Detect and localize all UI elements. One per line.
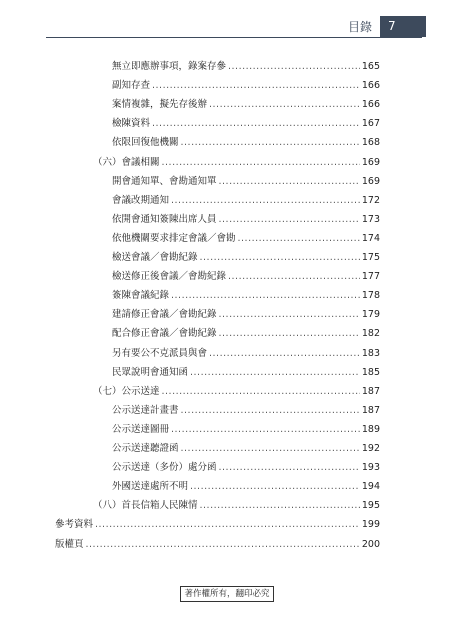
toc-dot-leader [181,443,360,454]
toc-entry[interactable] [112,230,380,246]
toc-entry-page: 175 [361,252,380,263]
toc-dot-leader [228,271,360,282]
toc-entry-label: （七）公示送達 [93,385,160,397]
toc-entry-page: 165 [361,61,380,72]
toc-entry-page: 187 [361,385,380,397]
toc-entry[interactable] [112,77,380,93]
toc-entry[interactable] [112,345,380,361]
toc-entry-label: 版權頁 [55,538,84,550]
copyright-notice: 著作權所有，翻印必究 [180,586,274,602]
toc-entry-page: 183 [361,347,380,359]
toc-entry-label: 檢送會議／會勘紀錄 [112,252,198,263]
header-rule [46,37,422,38]
toc-dot-leader [209,348,360,359]
toc-entry[interactable] [112,249,380,265]
toc-entry[interactable] [93,154,380,170]
toc-entry[interactable] [112,96,380,112]
toc-dot-leader [219,309,360,320]
toc-dot-leader [190,367,360,378]
toc-dot-leader [152,80,360,91]
toc-entry-label: 無立即應辦事項，錄案存參 [112,61,227,72]
toc-entry-page: 182 [361,328,380,340]
toc-dot-leader [152,118,360,129]
toc-entry-page: 172 [361,194,380,206]
toc-entry-label: （八）首長信箱人民陳情 [93,500,198,512]
toc-dot-leader [181,405,360,416]
toc-dot-leader [171,424,360,435]
toc-dot-leader [171,195,360,206]
toc-entry-label: 配合修正會議／會勘紀錄 [112,328,217,340]
page-number-badge: 7 [380,16,426,37]
toc-dot-leader [219,462,360,473]
toc-entry[interactable] [55,516,380,532]
toc-dot-leader [86,539,360,550]
toc-entry[interactable] [112,459,380,475]
toc-entry[interactable] [112,364,380,380]
toc-entry-page: 166 [361,80,380,92]
toc-entry[interactable] [112,325,380,341]
toc-entry[interactable] [112,306,380,322]
toc-dot-leader [219,176,360,187]
toc-entry-label: 公示送達圖冊 [112,423,170,435]
toc-entry-page: 189 [361,423,380,435]
toc-entry[interactable] [112,173,380,189]
toc-dot-leader [228,61,360,72]
toc-entry-label: 副知存查 [112,80,151,92]
toc-entry-label: 另有要公不克派員與會 [112,347,208,359]
toc-entry-label: 案情複雜，擬先存後辦 [112,99,208,111]
toc-entry-label: 會議改期通知 [112,194,170,206]
toc-dot-leader [171,290,360,301]
toc-entry-label: （六）會議相關 [93,156,160,168]
toc-entry-label: 公示送達計畫書 [112,404,179,416]
toc-entry-label: 參考資料 [55,519,94,531]
toc-entry-page: 179 [361,309,380,321]
toc-entry-label: 公示送達聽證函 [112,443,179,454]
toc-entry-page: 193 [361,462,380,474]
toc-entry-page: 187 [361,404,380,416]
toc-dot-leader [162,386,360,397]
toc-entry[interactable] [112,211,380,227]
toc-dot-leader [219,214,360,225]
toc-dot-leader [162,157,360,168]
toc-dot-leader [190,481,360,492]
toc-dot-leader [219,328,360,339]
toc-entry[interactable] [112,421,380,437]
toc-entry-page: 173 [361,213,380,225]
toc-entry[interactable] [112,268,380,284]
toc-entry-page: 178 [361,290,380,302]
toc-entry-label: 檢陳資料 [112,118,151,130]
toc-entry-label: 公示送達（多份）處分函 [112,462,217,474]
toc-entry-page: 192 [361,443,380,454]
toc-entry-page: 200 [361,538,380,550]
toc-entry-page: 167 [361,118,380,130]
toc-entry[interactable] [112,287,380,303]
toc-entry-page: 168 [361,137,380,149]
toc-entry-page: 166 [361,99,380,111]
toc-entry-label: 簽陳會議紀錄 [112,290,170,302]
toc-entry[interactable] [93,383,380,399]
toc-entry-page: 199 [361,519,380,531]
toc-dot-leader [200,500,360,511]
toc-entry-label: 外國送達處所不明 [112,481,189,493]
toc-entry[interactable] [112,58,380,74]
toc-dot-leader [238,233,360,244]
toc-entry[interactable] [55,536,380,552]
header-title: 目錄 [347,20,372,34]
toc-dot-leader [209,99,360,110]
toc-entry[interactable] [112,134,380,150]
toc-dot-leader [181,137,360,148]
toc-entry-page: 195 [361,500,380,512]
toc-entry-label: 依開會通知簽陳出席人員 [112,213,217,225]
toc-entry[interactable] [112,402,380,418]
toc-entry[interactable] [93,497,380,513]
toc-entry-label: 依限回復他機關 [112,137,179,149]
toc-dot-leader [200,252,360,263]
toc-entry-label: 依他機關要求排定會議／會勘 [112,232,236,244]
toc-entry-page: 177 [361,271,380,283]
toc-entry-page: 169 [361,175,380,187]
toc-entry-label: 檢送修正後會議／會勘紀錄 [112,271,227,283]
toc-entry-page: 169 [361,156,380,168]
toc-entry[interactable] [112,115,380,131]
toc-entry-page: 174 [361,232,380,244]
toc-entry[interactable] [112,192,380,208]
toc-entry-label: 建請修正會議／會勘紀錄 [112,309,217,321]
toc-entry-page: 185 [361,366,380,378]
toc-entry-page: 194 [361,481,380,493]
toc-entry-label: 民眾說明會通知函 [112,366,189,378]
toc-entry[interactable] [112,478,380,494]
toc-entry[interactable] [112,440,380,456]
toc-dot-leader [95,519,360,530]
toc-entry-label: 開會通知單、會勘通知單 [112,175,217,187]
